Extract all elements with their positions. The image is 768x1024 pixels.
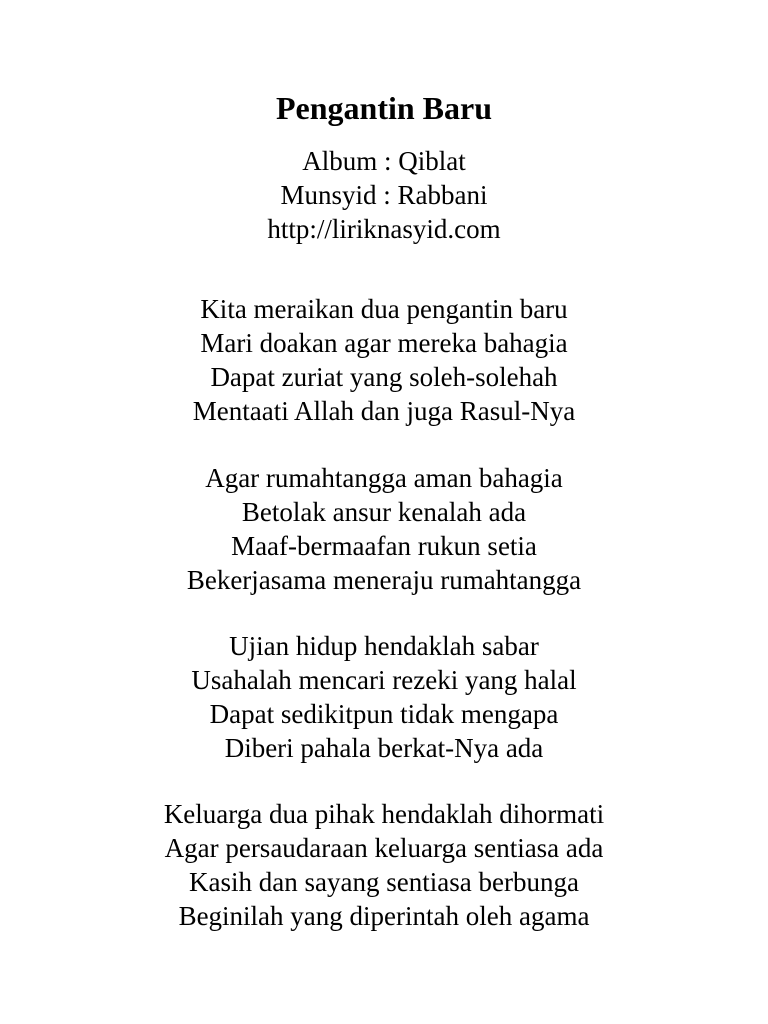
song-metadata — [0, 144, 768, 246]
lyric-line: Dapat zuriat yang soleh-solehah — [210, 362, 558, 392]
lyric-line: Mentaati Allah dan juga Rasul-Nya — [192, 396, 576, 426]
lyric-line: Maaf-bermaafan rukun setia — [231, 531, 537, 561]
song-title: Pengantin Baru — [275, 90, 493, 126]
lyric-line: Ujian hidup hendaklah sabar — [229, 631, 539, 661]
lyric-line: Betolak ansur kenalah ada — [241, 497, 527, 527]
lyric-line: Agar rumahtangga aman bahagia — [205, 463, 563, 493]
lyric-line: Agar persaudaraan keluarga sentiasa ada — [164, 833, 604, 863]
lyric-line: Usahalah mencari rezeki yang halal — [191, 665, 577, 695]
stanza-1 — [0, 292, 768, 428]
lyric-line: Kita meraikan dua pengantin baru — [200, 294, 568, 324]
stanza-2 — [0, 461, 768, 597]
lyric-line: Beginilah yang diperintah oleh agama — [178, 901, 590, 931]
munsyid-line: Munsyid : Rabbani — [280, 180, 488, 210]
source-url: http://liriknasyid.com — [267, 214, 501, 244]
lyric-line: Keluarga dua pihak hendaklah dihormati — [163, 799, 605, 829]
lyric-line: Kasih dan sayang sentiasa berbunga — [189, 867, 579, 897]
album-line: Album : Qiblat — [302, 146, 466, 176]
lyric-line: Bekerjasama meneraju rumahtangga — [186, 565, 582, 595]
stanza-3 — [0, 629, 768, 765]
lyric-line: Dapat sedikitpun tidak mengapa — [209, 699, 559, 729]
lyric-line: Mari doakan agar mereka bahagia — [200, 328, 568, 358]
stanza-4 — [0, 797, 768, 933]
lyric-line: Diberi pahala berkat-Nya ada — [224, 733, 544, 763]
